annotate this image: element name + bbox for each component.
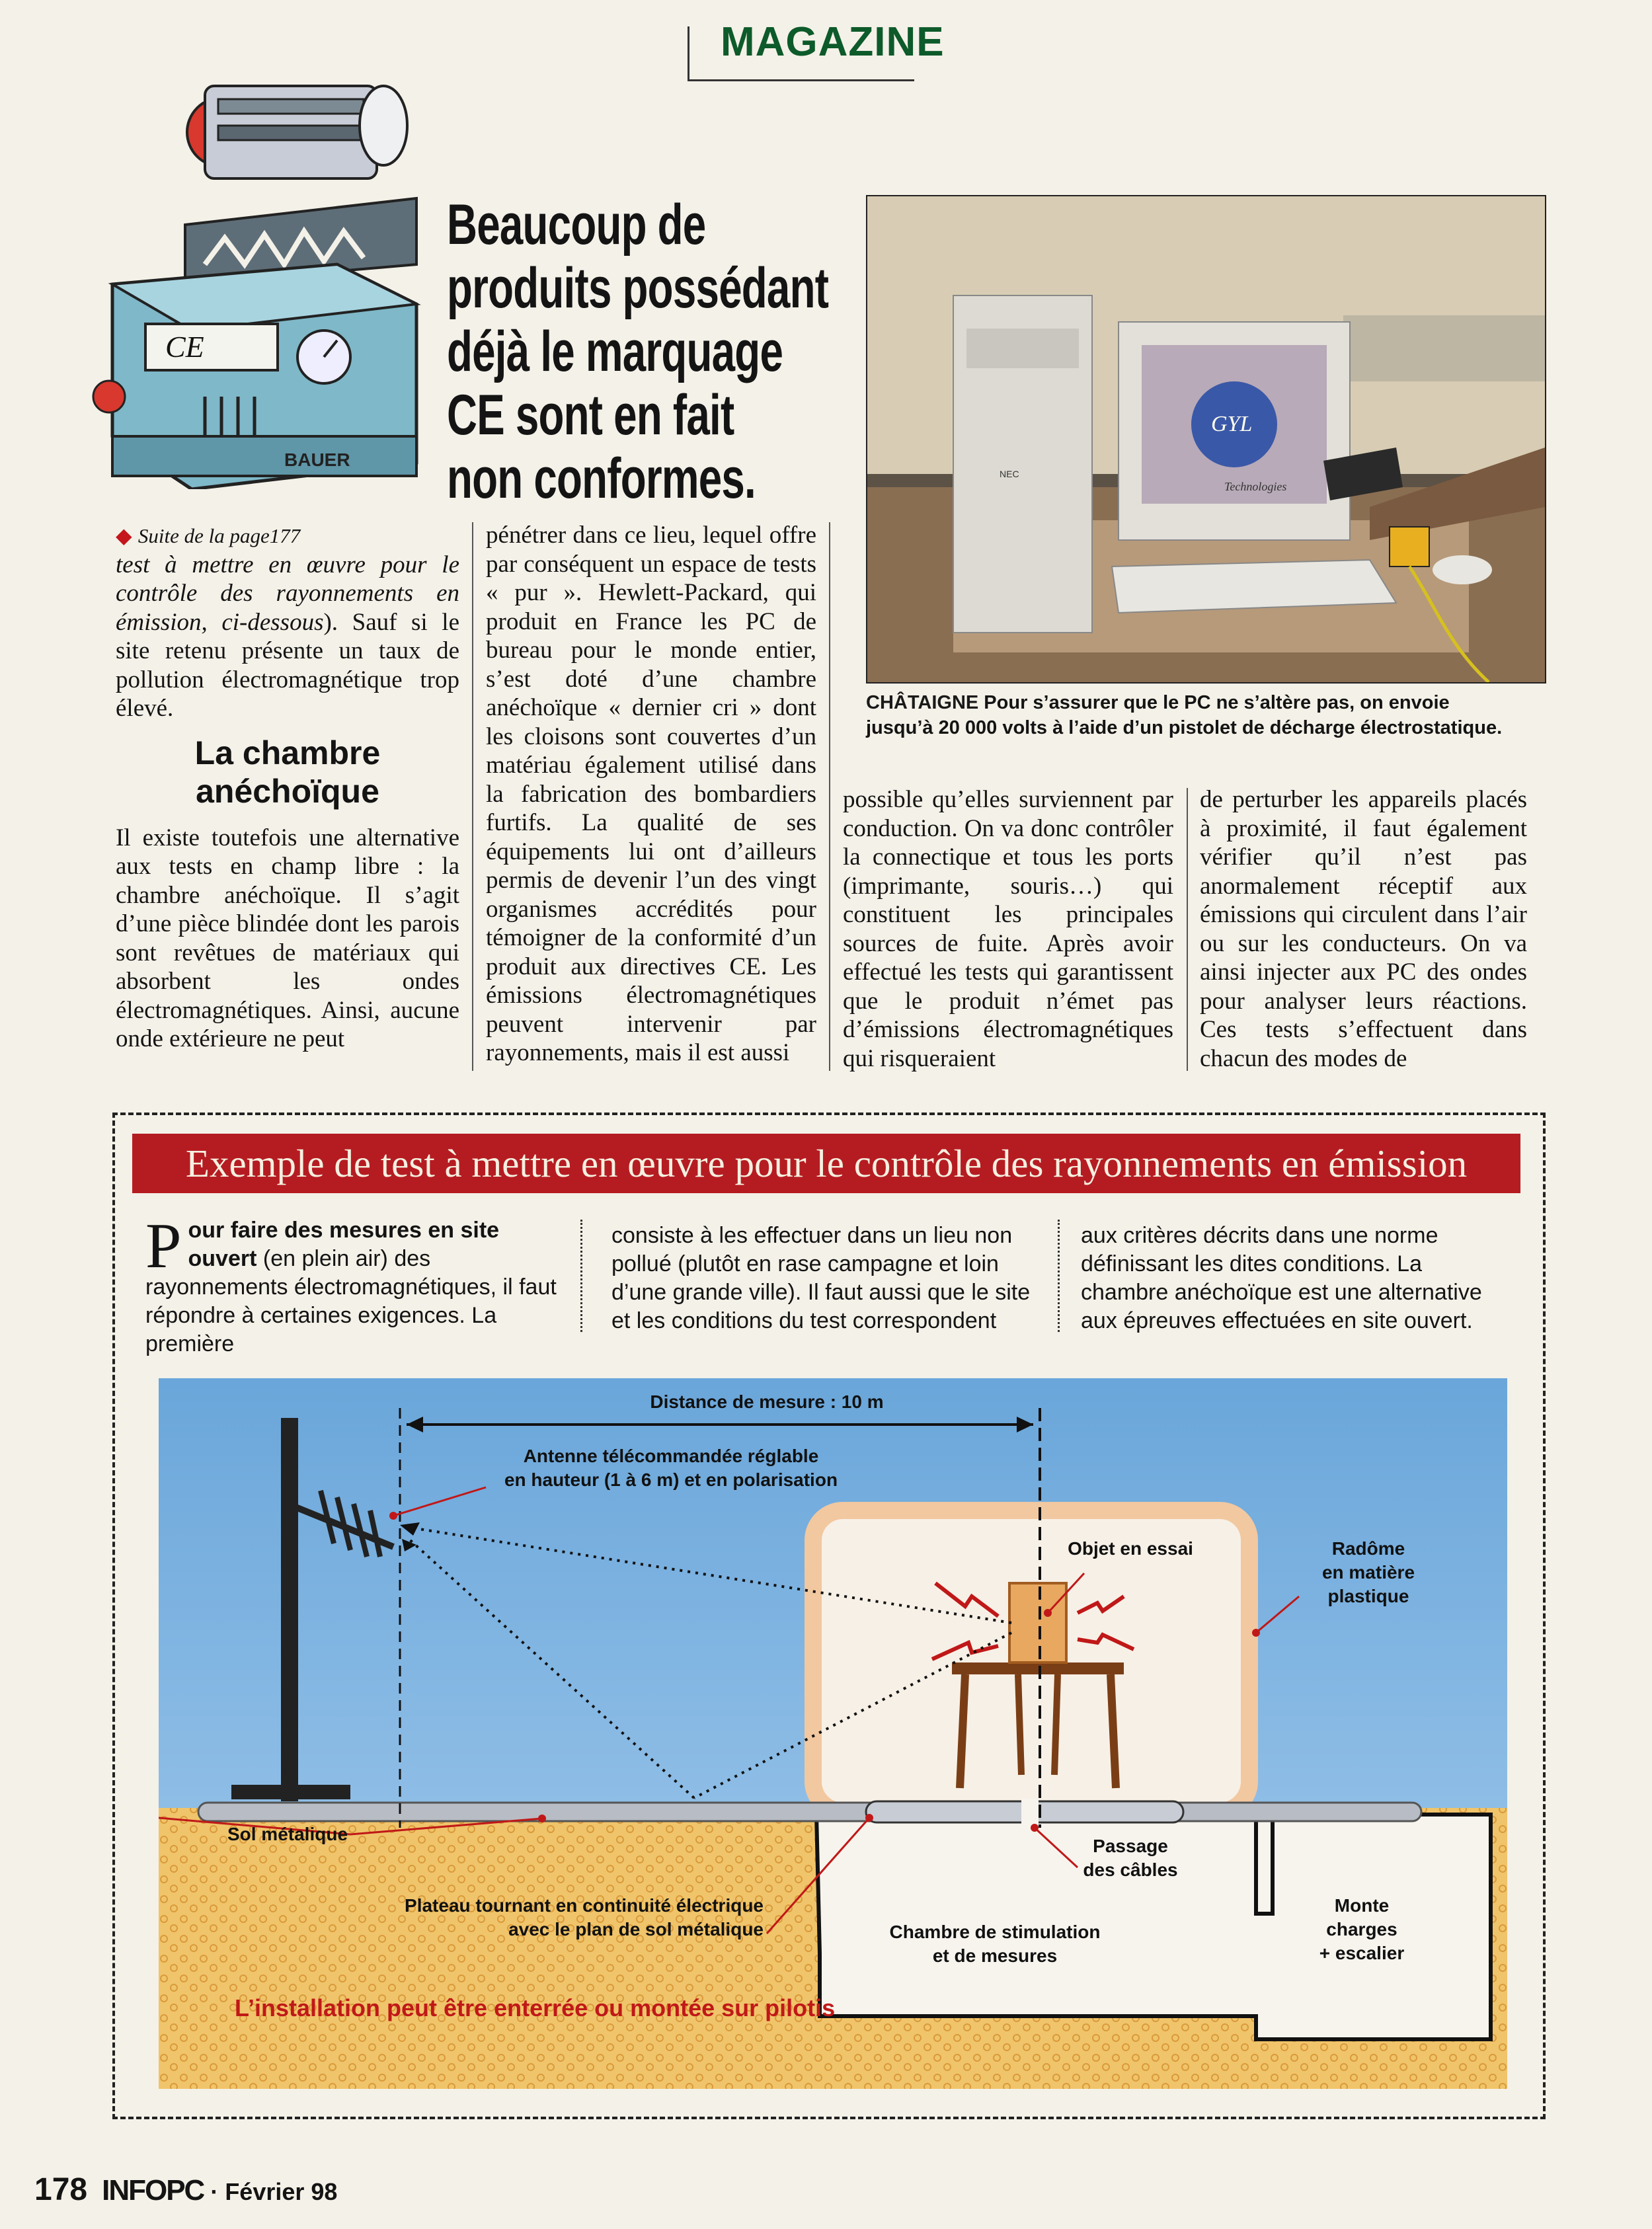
lift-label bbox=[1282, 1894, 1441, 1965]
artist-signature: BAUER bbox=[284, 450, 350, 470]
ce-label: CE bbox=[165, 330, 204, 364]
turntable-label-line: Plateau tournant en continuité électrique bbox=[405, 1895, 764, 1916]
cables-label-line: des câbles bbox=[1083, 1859, 1178, 1880]
photo-caption bbox=[866, 690, 1540, 740]
article-column-4 bbox=[1200, 785, 1527, 1073]
subheading bbox=[116, 734, 459, 810]
radome-label-line: plastique bbox=[1327, 1586, 1409, 1606]
col1-text: émission, ci-dessous bbox=[116, 608, 324, 636]
box-text: aux critères décrits dans une norme définissant les dites conditions. La chambre anéchoïque est une alternative aux épreuves effectuées en site ouvert. bbox=[1081, 1223, 1482, 1333]
subheading-line: anéchoïque bbox=[196, 772, 379, 810]
turntable-label bbox=[393, 1894, 764, 1941]
lift-label-line: charges bbox=[1326, 1919, 1397, 1939]
chamber-label-line: Chambre de stimulation bbox=[889, 1922, 1101, 1942]
svg-text:Technologies: Technologies bbox=[1224, 480, 1287, 493]
lift-label-line: Monte bbox=[1334, 1895, 1390, 1916]
distance-label: Distance de mesure : 10 m bbox=[650, 1391, 884, 1412]
ground-plane bbox=[198, 1803, 1421, 1821]
box-text: (en plein air) des rayonnements électromagnétiques, il faut répondre à certaines exigences. La première bbox=[145, 1246, 557, 1356]
col2-paragraph: pénétrer dans ce lieu, lequel offre par conséquent un espace de tests « pur ». Hewlett-Packard, qui produit en France les PC de bureau pour le monde entier, s’est doté d’une chambre anéchoïque « dernier cri » dont les cloisons sont couvertes d’un matériau également utilisé dans la fabrication des bombardiers furtifs. La qualité de ses équipements lui ont d’ailleurs permis de devenir l’un des vingt organismes accrédités pour témoigner de la conformité d’un produit aux directives CE. Les émissions électromagnétiques peuvent intervenir par rayonnements, mais il est aussi bbox=[486, 522, 816, 1066]
ground-label: Sol métalique bbox=[227, 1824, 348, 1844]
antenna-label-line: Antenne télécommandée réglable bbox=[523, 1446, 819, 1466]
article-column-2 bbox=[486, 521, 816, 1068]
radome-label bbox=[1302, 1537, 1435, 1608]
cables-label-line: Passage bbox=[1093, 1836, 1168, 1856]
antenna-mast bbox=[281, 1418, 298, 1801]
box-divider bbox=[580, 1220, 582, 1332]
box-column-3 bbox=[1081, 1222, 1504, 1335]
caption-line: Pour s’assurer que le PC ne s’altère pas, on envoie bbox=[984, 692, 1450, 713]
chamber-label bbox=[853, 1920, 1137, 1968]
test-site-diagram bbox=[159, 1378, 1507, 2089]
col1-paragraph: Il existe toutefois une alternative aux tests en champ libre : la chambre anéchoïque. Il s’agit d’une pièce blindée dont les parois sont revêtues de matériaux qui absorbent les ondes électromagnétiques. Ainsi, aucune onde extérieure ne peut bbox=[116, 824, 459, 1052]
headline-line: non conformes. bbox=[447, 447, 756, 510]
dropcap: P bbox=[145, 1210, 182, 1282]
col1-text: contrôle des rayonnements en bbox=[116, 580, 459, 607]
col1-text: test à mettre en œuvre pour le bbox=[116, 551, 459, 578]
box-text: consiste à les effectuer dans un lieu non pollué (plutôt en rase campagne et loin d’une grande ville). Il faut aussi que le site et les conditions du test correspondent bbox=[611, 1223, 1031, 1333]
lift-label-line: + escalier bbox=[1319, 1943, 1405, 1963]
box-lead: our faire des mesures en site ouvert bbox=[188, 1218, 500, 1271]
svg-text:NEC: NEC bbox=[1000, 469, 1019, 479]
caption-highlight: CHÂTAIGNE bbox=[866, 692, 979, 713]
test-table bbox=[952, 1662, 1124, 1674]
article-column-1 bbox=[116, 521, 459, 1054]
box-column-2 bbox=[611, 1222, 1048, 1335]
continued-arrow-icon: ◆ bbox=[116, 524, 132, 547]
col1-text: ). Sauf si le site retenu présente un taux de pollution électromagnétique trop élevé. bbox=[116, 608, 459, 722]
continued-from: Suite de la page177 bbox=[138, 524, 301, 547]
radome-label-line: Radôme bbox=[1331, 1538, 1405, 1559]
installation-note: L’installation peut être enterrée ou montée sur pilotis bbox=[235, 1994, 836, 2021]
svg-text:GYL: GYL bbox=[1211, 412, 1253, 436]
ce-machine-illustration bbox=[73, 66, 469, 489]
caption-line: jusqu’à 20 000 volts à l’aide d’un pistolet de décharge électrostatique. bbox=[866, 717, 1503, 738]
box-title: Exemple de test à mettre en œuvre pour le contrôle des rayonnements en émission bbox=[132, 1134, 1520, 1193]
cables-label bbox=[1064, 1834, 1197, 1882]
keyboard bbox=[1112, 560, 1396, 613]
test-object bbox=[1009, 1583, 1066, 1662]
headline-line: CE sont en fait bbox=[447, 383, 734, 447]
box-column-1 bbox=[145, 1210, 569, 1358]
article-column-3 bbox=[843, 785, 1173, 1073]
section-label: MAGAZINE bbox=[721, 19, 945, 65]
subheading-line: La chambre bbox=[194, 734, 381, 771]
chamber-label-line: et de mesures bbox=[932, 1945, 1058, 1966]
antenna-label-line: en hauteur (1 à 6 m) et en polarisation bbox=[504, 1469, 838, 1490]
headline-line: déjà le marquage bbox=[447, 320, 783, 383]
col4-paragraph: de perturber les appareils placés à proximité, il faut également vérifier qu’il n’est pas anormalement réceptif aux émissions qui circulent dans l’air ou sur les conducteurs. On va ainsi injecter aux PC des ondes pour analyser leurs réactions. Ces tests s’effectuent dans chacun des modes de bbox=[1200, 786, 1527, 1072]
column-divider bbox=[1187, 788, 1188, 1071]
magazine-logo: INFOPC bbox=[102, 2174, 204, 2207]
page-number: 178 bbox=[34, 2172, 88, 2207]
object-label: Objet en essai bbox=[1068, 1538, 1193, 1559]
radome-label-line: en matière bbox=[1321, 1562, 1415, 1583]
issue-date: · Février 98 bbox=[210, 2178, 338, 2205]
headline-line: produits possédant bbox=[447, 256, 829, 320]
mouse bbox=[1433, 555, 1492, 584]
headline bbox=[447, 193, 829, 510]
headline-line: Beaucoup de bbox=[447, 193, 706, 256]
column-divider bbox=[472, 522, 473, 1071]
antenna-label bbox=[492, 1444, 849, 1492]
esd-test-photo bbox=[866, 195, 1546, 684]
turntable-label-line: avec le plan de sol métalique bbox=[508, 1919, 764, 1939]
col3-paragraph: possible qu’elles surviennent par conduction. On va donc contrôler la connectique et tous les ports (imprimante, souris…) qui constituent les principales sources de fuite. Après avoir effectué les tests qui garantissent que le produit n’émet pas d’émissions électromagnétiques qui risqueraient bbox=[843, 786, 1173, 1072]
box-divider bbox=[1058, 1220, 1060, 1332]
page-footer bbox=[34, 2171, 337, 2208]
column-divider bbox=[829, 522, 830, 1071]
